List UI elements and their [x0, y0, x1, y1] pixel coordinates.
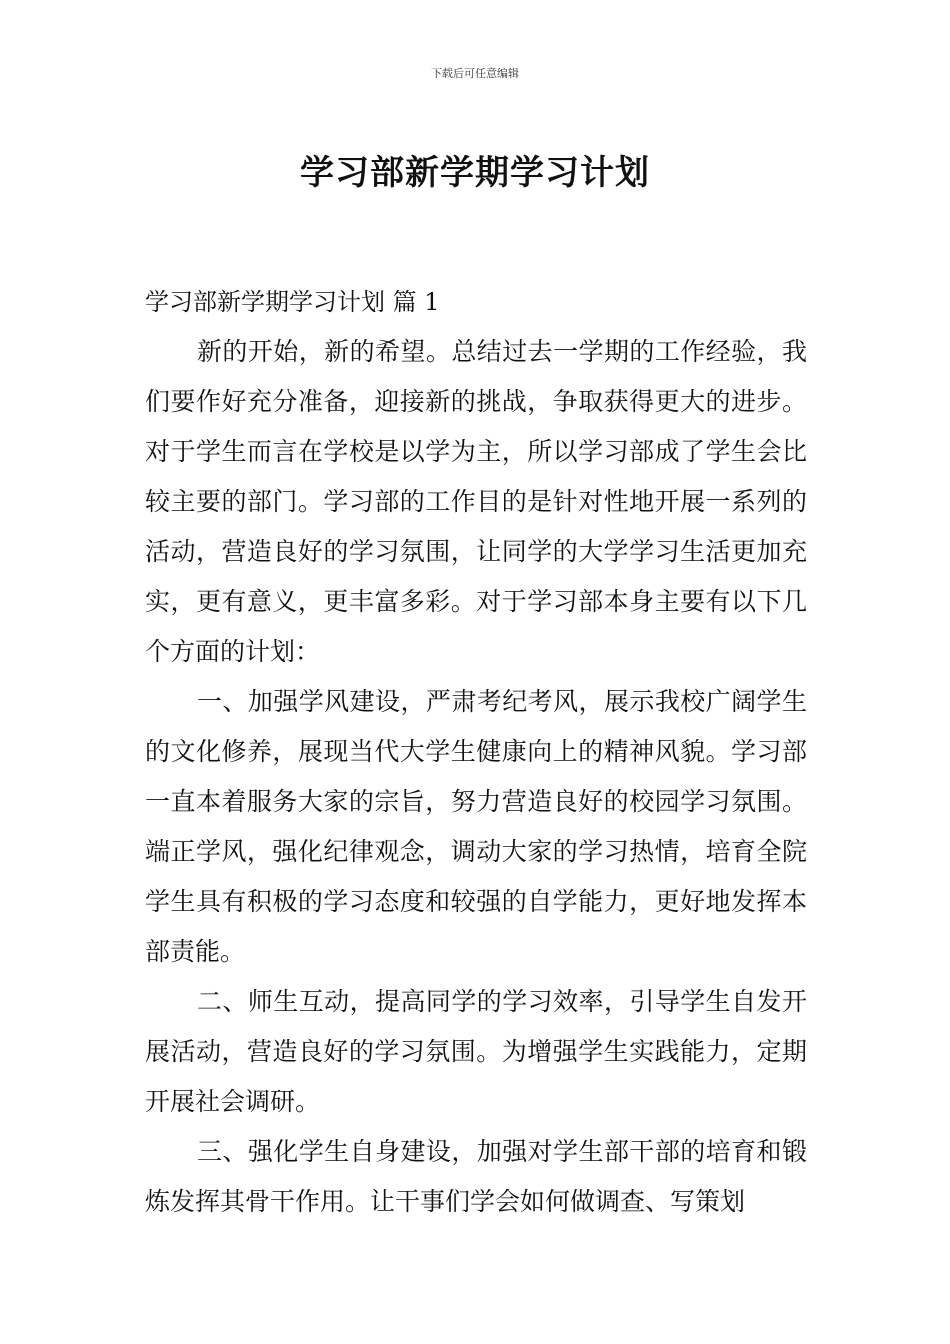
section-heading: 学习部新学期学习计划 篇 1: [145, 288, 440, 316]
paragraph-point-3: 三、强化学生自身建设，加强对学生部干部的培育和锻炼发挥其骨干作用。让干事们学会如何做调查、写策划: [145, 1137, 807, 1216]
header-note: 下载后可任意编辑: [431, 67, 519, 80]
document-title: 学习部新学期学习计划: [300, 152, 650, 193]
document-body: [145, 277, 807, 1227]
paragraph-intro: 新的开始，新的希望。总结过去一学期的工作经验，我们要作好充分准备，迎接新的挑战，争取获得更大的进步。对于学生而言在学校是以学为主，所以学习部成了学生会比较主要的部门。学习部的工作目的是针对性地开展一系列的活动，营造良好的学习氛围，让同学的大学学习生活更加充实，更有意义，更丰富多彩。对于学习部本身主要有以下几个方面的计划：: [145, 337, 807, 666]
paragraph-point-1: 一、加强学风建设，严肃考纪考风，展示我校广阔学生的文化修养，展现当代大学生健康向上的精神风貌。学习部一直本着服务大家的宗旨，努力营造良好的校园学习氛围。端正学风，强化纪律观念，调动大家的学习热情，培育全院学生具有积极的学习态度和较强的自学能力，更好地发挥本部责能。: [145, 687, 807, 966]
paragraph-point-2: 二、师生互动，提高同学的学习效率，引导学生自发开展活动，营造良好的学习氛围。为增强学生实践能力，定期开展社会调研。: [145, 987, 807, 1116]
